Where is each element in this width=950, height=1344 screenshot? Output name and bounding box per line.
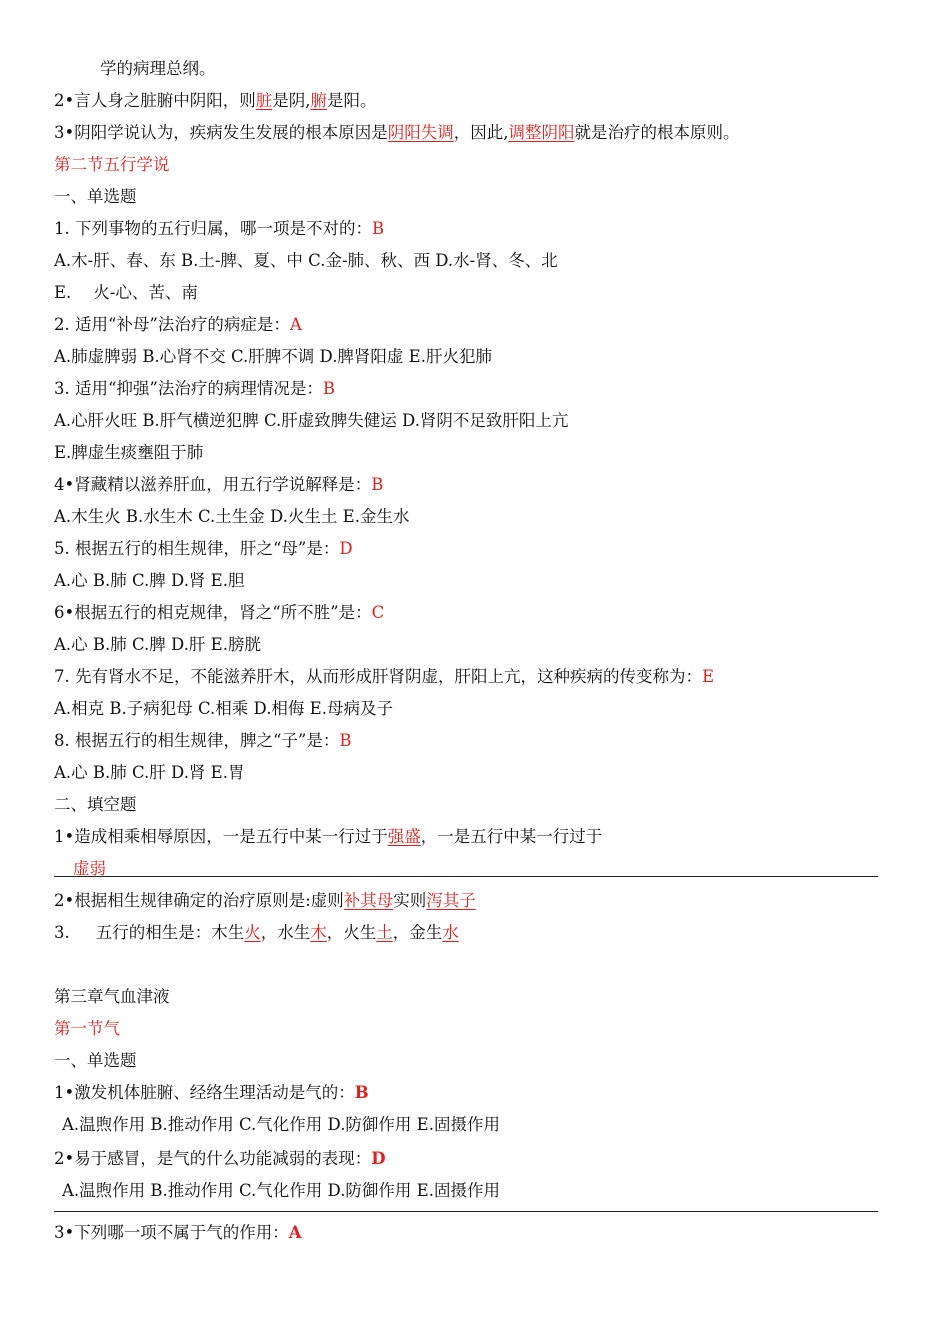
answer-key: B (354, 1083, 369, 1102)
options-line: A.温煦作用 B.推动作用 C.气化作用 D.防御作用 E.固摄作用 (62, 1181, 500, 1200)
answer-key: C (371, 603, 385, 622)
answer-fill: 木 (310, 923, 327, 942)
options-line: A.心 B.肺 C.肝 D.肾 E.胃 (54, 763, 245, 782)
answer-key: A (288, 1223, 302, 1242)
options-line: A.木生火 B.水生木 C.土生金 D.火生土 E.金生水 (54, 507, 410, 526)
answer-fill: 水 (442, 923, 459, 942)
divider-line (54, 1211, 878, 1212)
section-heading: 第二节五行学说 (54, 155, 170, 174)
question-line: 2•言人身之脏腑中阴阳，则脏是阴,腑是阳。 (54, 91, 377, 110)
fill-question-line: 2•根据相生规律确定的治疗原则是:虚则补其母实则泻其子 (54, 891, 476, 910)
answer-key: B (322, 379, 335, 398)
answer-key: E (702, 667, 715, 686)
question-line: 1•激发机体脏腑、经络生理活动是气的：B (54, 1083, 369, 1102)
divider-line (54, 876, 878, 877)
answer-key: D (371, 1149, 386, 1168)
options-line: A.相克 B.子病犯母 C.相乘 D.相侮 E.母病及子 (54, 699, 393, 718)
options-line: A.心肝火旺 B.肝气横逆犯脾 C.肝虚致脾失健运 D.肾阴不足致肝阳上亢 (54, 411, 569, 430)
answer-fill: 土 (376, 923, 393, 942)
question-line: 2. 适用“补母”法治疗的病症是：A (54, 315, 302, 334)
answer-key: D (339, 539, 353, 558)
answer-key: B (339, 731, 352, 750)
options-line: A.心 B.肺 C.脾 D.肾 E.胆 (54, 571, 245, 590)
question-line: 3•下列哪一项不属于气的作用：A (54, 1223, 302, 1242)
question-line: 5. 根据五行的相生规律，肝之“母”是：D (54, 539, 353, 558)
answer-fill: 阴阳失调 (387, 123, 454, 142)
options-line: A.肺虚脾弱 B.心肾不交 C.肝脾不调 D.脾肾阳虚 E.肝火犯肺 (54, 347, 492, 366)
options-line: A.木-肝、春、东 B.土-脾、夏、中 C.金-肺、秋、西 D.水-肾、冬、北 (54, 251, 558, 270)
answer-fill: 调整阴阳 (508, 123, 575, 142)
text-line: 学的病理总纲。 (100, 59, 216, 78)
question-line: 3•阴阳学说认为，疾病发生发展的根本原因是阴阳失调，因此,调整阴阳就是治疗的根本原则。 (54, 123, 740, 142)
answer-key: B (372, 219, 385, 238)
subsection-heading: 二、填空题 (54, 795, 137, 814)
subsection-heading: 一、单选题 (54, 1051, 137, 1070)
answer-key: A (289, 315, 302, 334)
section-heading: 第一节气 (54, 1019, 120, 1038)
options-line: A.心 B.肺 C.脾 D.肝 E.膀胱 (54, 635, 261, 654)
answer-key: B (371, 475, 384, 494)
options-line: E. 火-心、苦、南 (54, 283, 198, 302)
answer-fill: 腑 (310, 91, 327, 110)
question-line: 2•易于感冒，是气的什么功能减弱的表现：D (54, 1149, 386, 1168)
answer-fill: 脏 (255, 91, 273, 110)
answer-fill: 虚弱 (73, 859, 106, 878)
question-line: 4•肾藏精以滋养肝血，用五行学说解释是：B (54, 475, 384, 494)
question-line: 6•根据五行的相克规律，肾之“所不胜”是：C (54, 603, 385, 622)
answer-fill: 补其母 (343, 891, 394, 910)
chapter-heading: 第三章气血津液 (54, 987, 170, 1006)
answer-fill: 火 (244, 923, 261, 942)
options-line: A.温煦作用 B.推动作用 C.气化作用 D.防御作用 E.固摄作用 (62, 1115, 500, 1134)
fill-question-line: 3. 五行的相生是：木生火，水生木，火生土，金生水 (54, 923, 459, 942)
options-line: E.脾虚生痰壅阻于肺 (54, 443, 204, 462)
fill-question-line: 1•造成相乘相辱原因，一是五行中某一行过于强盛，一是五行中某一行过于 (54, 827, 603, 846)
question-line: 8. 根据五行的相生规律，脾之“子”是：B (54, 731, 352, 750)
subsection-heading: 一、单选题 (54, 187, 137, 206)
question-line: 7. 先有肾水不足，不能滋养肝木，从而形成肝肾阴虚，肝阳上亢，这种疾病的传变称为：E (54, 667, 715, 686)
question-line: 1. 下列事物的五行归属，哪一项是不对的：B (54, 219, 385, 238)
question-line: 3. 适用“抑强”法治疗的病理情况是：B (54, 379, 335, 398)
answer-fill: 泻其子 (426, 891, 476, 910)
answer-fill: 强盛 (387, 827, 421, 846)
